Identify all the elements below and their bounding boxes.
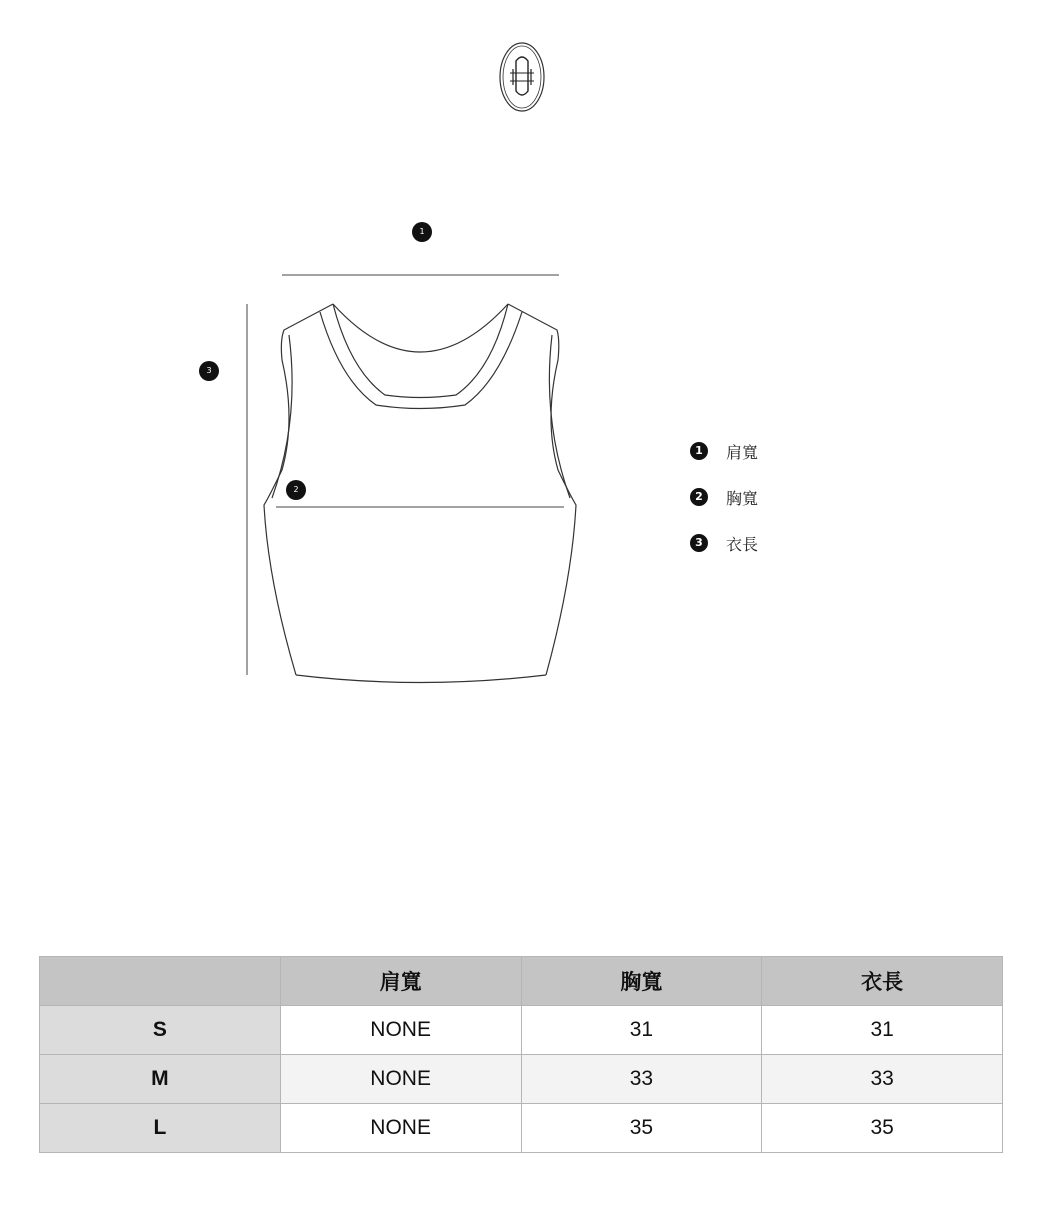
legend-item (690, 520, 758, 566)
table-cell: 33 (762, 1055, 1003, 1104)
legend-number: 1 (690, 442, 708, 460)
legend-label: 肩寬 (726, 442, 759, 462)
table-header-cell (40, 957, 281, 1006)
legend-label: 胸寬 (726, 488, 759, 508)
table-header-row (40, 957, 1003, 1006)
marker-2: 2 (286, 480, 306, 500)
table-cell: 31 (762, 1006, 1003, 1055)
tank-top-outline (264, 304, 576, 683)
marker-3: 3 (199, 361, 219, 381)
table-cell: NONE (280, 1055, 521, 1104)
table-cell: 31 (521, 1006, 762, 1055)
table-cell: 35 (521, 1104, 762, 1153)
table-header-cell: 衣長 (762, 957, 1003, 1006)
table-header-cell: 胸寬 (521, 957, 762, 1006)
measurement-legend (690, 428, 758, 566)
size-label: L (40, 1104, 281, 1153)
legend-number: 3 (690, 534, 708, 552)
table-row (40, 1055, 1003, 1104)
legend-item (690, 474, 758, 520)
table-cell: 33 (521, 1055, 762, 1104)
size-table (39, 956, 1003, 1153)
table-cell: NONE (280, 1104, 521, 1153)
table-cell: 35 (762, 1104, 1003, 1153)
table-row (40, 1006, 1003, 1055)
table-header-cell: 肩寬 (280, 957, 521, 1006)
marker-1: 1 (412, 222, 432, 242)
table-cell: NONE (280, 1006, 521, 1055)
table-row (40, 1104, 1003, 1153)
legend-label: 衣長 (726, 534, 759, 554)
legend-number: 2 (690, 488, 708, 506)
size-label: S (40, 1006, 281, 1055)
legend-item (690, 428, 758, 474)
size-label: M (40, 1055, 281, 1104)
